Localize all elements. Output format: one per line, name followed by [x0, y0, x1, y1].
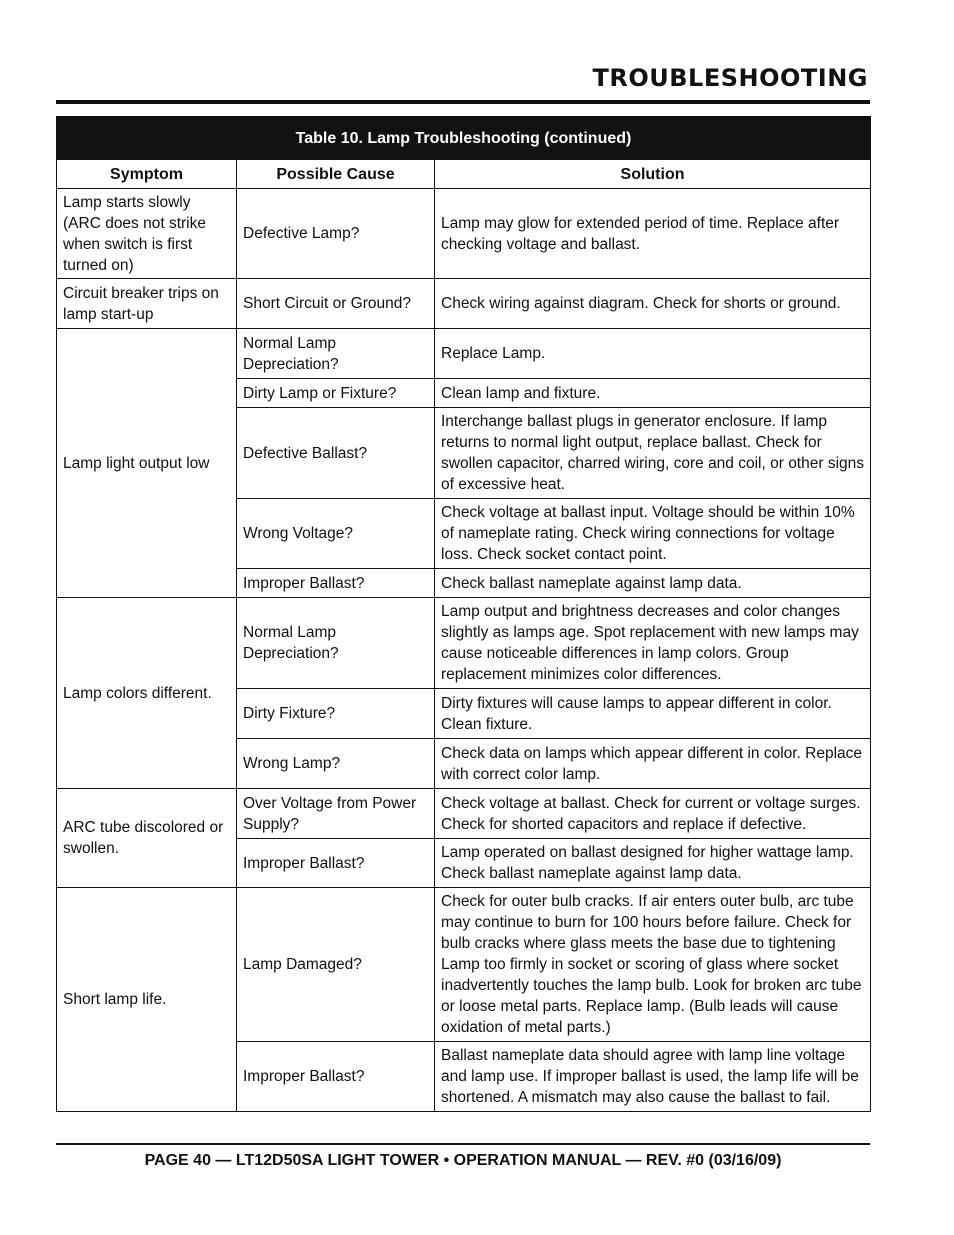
solution-cell: Check wiring against diagram. Check for shorts or ground. — [435, 279, 871, 329]
solution-cell: Replace Lamp. — [435, 329, 871, 379]
solution-cell: Dirty fixtures will cause lamps to appear different in color. Clean fixture. — [435, 689, 871, 739]
symptom-cell: ARC tube discolored or swollen. — [57, 789, 237, 888]
cause-cell: Over Voltage from Power Supply? — [237, 789, 435, 839]
cause-cell: Defective Ballast? — [237, 408, 435, 499]
cause-cell: Improper Ballast? — [237, 1042, 435, 1112]
solution-cell: Ballast nameplate data should agree with lamp line voltage and lamp use. If improper ballast is used, the lamp life will be shortened. A mismatch may also cause the ballast to fail. — [435, 1042, 871, 1112]
solution-cell: Lamp may glow for extended period of time. Replace after checking voltage and ballast. — [435, 189, 871, 279]
cause-cell: Wrong Lamp? — [237, 739, 435, 789]
cause-cell: Normal Lamp Depreciation? — [237, 329, 435, 379]
solution-cell: Check ballast nameplate against lamp data. — [435, 569, 871, 598]
troubleshooting-table — [56, 116, 871, 1112]
column-header-symptom: Symptom — [57, 160, 237, 189]
symptom-cell: Lamp light output low — [57, 329, 237, 598]
solution-cell: Check voltage at ballast. Check for current or voltage surges. Check for shorted capacitors and replace if defective. — [435, 789, 871, 839]
solution-cell: Lamp operated on ballast designed for higher wattage lamp. Check ballast nameplate against lamp data. — [435, 839, 871, 888]
solution-cell: Lamp output and brightness decreases and color changes slightly as lamps age. Spot replacement with new lamps may cause noticeable differences in lamp colors. Group replacement minimizes color differences. — [435, 598, 871, 689]
page-title: TROUBLESHOOTING — [592, 64, 868, 92]
table-row — [57, 189, 871, 279]
table-body — [57, 189, 871, 1112]
symptom-cell: Circuit breaker trips on lamp start-up — [57, 279, 237, 329]
solution-cell: Check data on lamps which appear different in color. Replace with correct color lamp. — [435, 739, 871, 789]
column-header-solution: Solution — [435, 160, 871, 189]
table-row — [57, 279, 871, 329]
table-row — [57, 789, 871, 839]
cause-cell: Dirty Fixture? — [237, 689, 435, 739]
cause-cell: Short Circuit or Ground? — [237, 279, 435, 329]
footer-rule — [56, 1143, 870, 1145]
table-row — [57, 598, 871, 689]
solution-cell: Clean lamp and fixture. — [435, 379, 871, 408]
solution-cell: Interchange ballast plugs in generator enclosure. If lamp returns to normal light output, replace ballast. Check for swollen capacitor, charred wiring, core and coil, or other signs of excessive heat. — [435, 408, 871, 499]
cause-cell: Wrong Voltage? — [237, 499, 435, 569]
cause-cell: Normal Lamp Depreciation? — [237, 598, 435, 689]
symptom-cell: Lamp starts slowly (ARC does not strike when switch is first turned on) — [57, 189, 237, 279]
cause-cell: Dirty Lamp or Fixture? — [237, 379, 435, 408]
title-rule — [56, 100, 870, 104]
solution-cell: Check for outer bulb cracks. If air enters outer bulb, arc tube may continue to burn for 100 hours before failure. Check for bulb cracks where glass meets the base due to tightening Lamp too firmly in socket or scoring of glass where socket inadvertently touches the lamp bulb. Look for broken arc tube or loose metal parts. Replace lamp. (Bulb leads will cause oxidation of metal parts.) — [435, 888, 871, 1042]
table-row — [57, 329, 871, 379]
cause-cell: Improper Ballast? — [237, 839, 435, 888]
table-row — [57, 888, 871, 1042]
page-footer: PAGE 40 — LT12D50SA LIGHT TOWER • OPERATION MANUAL — REV. #0 (03/16/09) — [144, 1152, 782, 1169]
solution-cell: Check voltage at ballast input. Voltage should be within 10% of nameplate rating. Check wiring connections for voltage loss. Check socket contact point. — [435, 499, 871, 569]
column-header-cause: Possible Cause — [237, 160, 435, 189]
cause-cell: Defective Lamp? — [237, 189, 435, 279]
symptom-cell: Short lamp life. — [57, 888, 237, 1112]
table-caption: Table 10. Lamp Troubleshooting (continued) — [57, 117, 871, 160]
cause-cell: Lamp Damaged? — [237, 888, 435, 1042]
symptom-cell: Lamp colors different. — [57, 598, 237, 789]
cause-cell: Improper Ballast? — [237, 569, 435, 598]
